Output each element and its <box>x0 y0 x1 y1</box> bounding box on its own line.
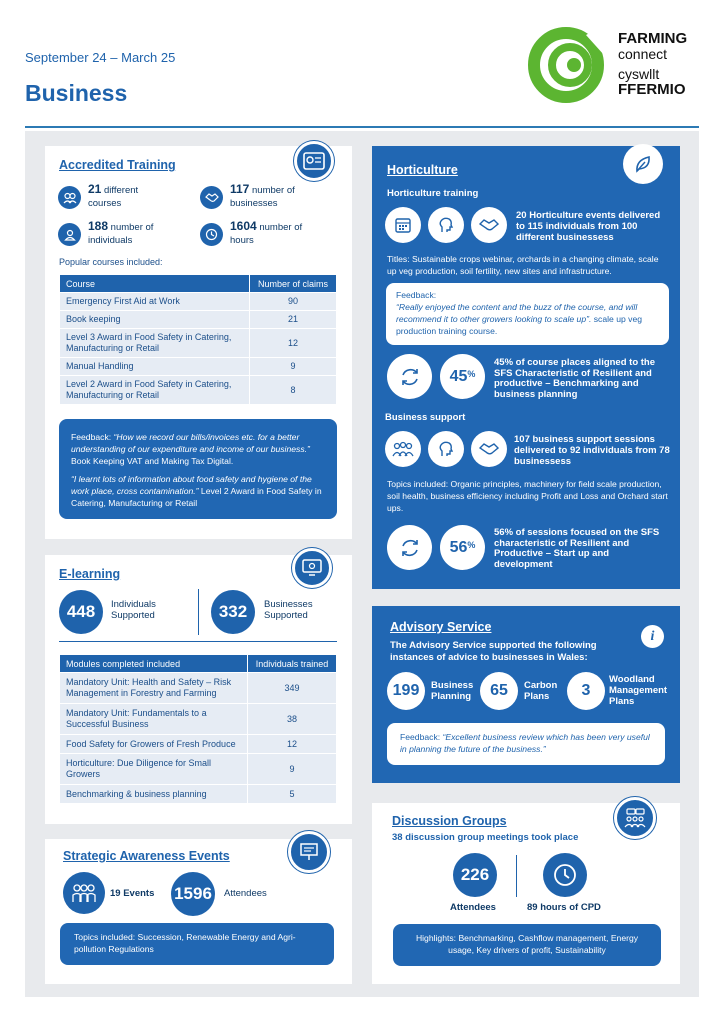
handshake-icon <box>471 431 507 467</box>
calendar-icon <box>385 207 421 243</box>
businesses-label <box>264 599 313 621</box>
stat-value: 21 <box>88 182 102 196</box>
woodland-plans-count: 3 <box>567 672 605 710</box>
individuals-label <box>111 599 156 621</box>
stat-label: individuals <box>88 235 133 246</box>
horticulture-feedback-box <box>386 283 669 345</box>
feedback-quote: “How we record our bills/invoices etc. for a better understanding of our expenditure and income of our business.” <box>71 432 310 454</box>
table-cell: 349 <box>248 673 337 704</box>
titles-label: Titles: <box>387 254 412 264</box>
feedback-quote: “Excellent business review which has been very useful in planning the future of the business.” <box>400 732 650 754</box>
table-cell: Food Safety for Growers of Fresh Produce <box>60 735 248 754</box>
advisory-intro: The Advisory Service supported the following instances of advice to businesses in Wales: <box>390 640 597 663</box>
table-row <box>60 376 337 405</box>
table-cell: 12 <box>250 329 337 358</box>
events-summary: 20 Horticulture events delivered to 115 individuals from 100 different businessess <box>516 210 661 243</box>
head-icon <box>428 431 464 467</box>
table-row <box>60 329 337 358</box>
stat-value: 188 <box>88 219 109 233</box>
table-cell: 8 <box>250 376 337 405</box>
section-title: Discussion Groups <box>392 814 507 828</box>
header-date-range: September 24 – March 25 <box>25 50 176 65</box>
stat-value: 117 <box>230 182 250 196</box>
stat-courses <box>58 183 198 213</box>
stat-divider <box>198 589 199 635</box>
table-row <box>60 704 337 735</box>
titles-list: Sustainable crops webinar, orchards in a changing climate, scale up veg production, soil fertility, new sites and infrastructure. <box>387 254 659 276</box>
feedback-quote: “I learnt lots of information about food safety and hygiene of the work place, cross contamination.” <box>71 474 312 496</box>
table-header: Individuals trained <box>248 655 337 673</box>
strategic-events-card <box>45 839 352 984</box>
clock-icon <box>543 853 587 897</box>
topics-text: Succession, Renewable Energy and Agri-pollution Regulations <box>74 932 296 954</box>
stat-label: Individuals <box>111 599 156 610</box>
business-planning-label <box>431 680 473 702</box>
divider <box>59 641 337 642</box>
table-cell: Level 2 Award in Food Safety in Catering, Manufacturing or Retail <box>60 376 250 405</box>
table-cell: Horticulture: Due Diligence for Small Growers <box>60 754 248 785</box>
item-label: Management <box>609 685 668 696</box>
section-title: Advisory Service <box>390 620 492 634</box>
stat-label: number of <box>256 222 303 233</box>
section-title: E-learning <box>59 567 121 581</box>
table-cell: Manual Handling <box>60 358 250 376</box>
item-label: Plans <box>609 696 635 707</box>
people-icon <box>58 186 81 209</box>
stat-label: different <box>101 185 139 196</box>
stat-label: number of <box>249 185 295 196</box>
item-label: Plans <box>524 691 550 702</box>
head-icon <box>428 207 464 243</box>
item-label: Woodland <box>609 674 655 685</box>
feedback-source: Book Keeping VAT and Making Tax Digital. <box>71 456 234 466</box>
carbon-plans-count: 65 <box>480 672 518 710</box>
percent-sign: % <box>467 368 476 379</box>
courses-table <box>59 274 337 405</box>
percent-45 <box>440 354 485 399</box>
percent-56-text: 56% of sessions focused on the SFS characteristic of Resilient and Productive – Start up and development <box>494 527 660 570</box>
carbon-plans-label <box>524 680 557 702</box>
table-cell: 90 <box>250 293 337 311</box>
table-cell: 38 <box>248 704 337 735</box>
attendees-label: Attendees <box>450 902 496 913</box>
table-row <box>60 358 337 376</box>
handshake-icon <box>200 186 223 209</box>
feedback-label: Feedback: <box>71 432 114 442</box>
horticulture-card <box>372 146 680 589</box>
presentation-icon <box>288 831 330 873</box>
table-row <box>60 785 337 804</box>
feedback-label: Feedback: <box>400 732 443 742</box>
support-summary: 107 business support sessions delivered to 92 individuals from 78 businessess <box>514 434 670 467</box>
header-divider <box>25 126 699 128</box>
computer-icon <box>292 548 332 588</box>
modules-table <box>59 654 337 804</box>
highlights-box: Highlights: Benchmarking, Cashflow management, Energy usage, Key drivers of profit, Sustainability <box>393 924 661 966</box>
feedback-source: Level 2 Award in Food Safety in Catering, Manufacturing or Retail <box>71 486 322 508</box>
business-support-label: Business support <box>385 412 466 423</box>
titles-text <box>387 253 669 277</box>
percent-value: 45 <box>449 367 468 385</box>
table-cell: Level 3 Award in Food Safety in Catering, Manufacturing or Retail <box>60 329 250 358</box>
elearning-card <box>45 555 352 824</box>
table-cell: 9 <box>250 358 337 376</box>
item-label: Business <box>431 680 474 691</box>
attendees-count: 1596 <box>171 872 215 916</box>
feedback-quote: “Really enjoyed the content and the buzz of the course, and will recommend it to other growers looking to scale up”. <box>396 302 638 324</box>
stat-label: hours <box>230 235 254 246</box>
leaf-icon <box>623 144 663 184</box>
meetings-summary: 38 discussion group meetings took place <box>392 832 579 843</box>
topics-box <box>60 923 334 965</box>
table-row <box>60 754 337 785</box>
woodland-plans-label <box>609 674 667 707</box>
info-icon: i <box>641 625 664 648</box>
item-label: Carbon <box>524 680 558 691</box>
table-header: Course <box>60 275 250 293</box>
logo-line2: connect <box>618 46 668 62</box>
handshake-icon <box>471 207 507 243</box>
discussion-groups-card <box>372 803 680 984</box>
group-chat-icon <box>614 797 656 839</box>
advisory-feedback-box <box>387 723 665 765</box>
percent-45-text: 45% of course places aligned to the SFS Characteristic of Resilient and productive – Benchmarking and business planning <box>494 357 656 400</box>
stat-label: number of <box>108 222 154 233</box>
stat-value: 1604 <box>230 219 257 233</box>
stat-businesses <box>200 183 340 213</box>
stat-individuals <box>58 220 198 250</box>
table-cell: Benchmarking & business planning <box>60 785 248 804</box>
percent-sign: % <box>467 539 476 550</box>
logo-line3: cyswllt <box>618 66 660 82</box>
attendees-label: Attendees <box>224 888 267 899</box>
section-title: Strategic Awareness Events <box>63 849 230 863</box>
feedback-source: scale up veg production training course. <box>396 314 643 336</box>
stat-label: Supported <box>264 610 308 621</box>
item-label: Planning <box>431 691 472 702</box>
attendees-count: 226 <box>453 853 497 897</box>
advisory-service-card <box>372 606 680 783</box>
table-cell: 12 <box>248 735 337 754</box>
accredited-training-card <box>45 146 352 539</box>
topics-label: Topics included: <box>74 932 138 942</box>
stat-label: businesses <box>230 198 278 209</box>
logo-line4: FFERMIO <box>618 81 686 98</box>
business-planning-count: 199 <box>387 672 425 710</box>
training-label: Horticulture training <box>387 188 479 199</box>
percent-56 <box>440 525 485 570</box>
cycle-icon <box>387 525 432 570</box>
table-row <box>60 673 337 704</box>
feedback-label: Feedback: <box>396 290 437 300</box>
stat-divider <box>516 855 517 897</box>
popular-courses-label: Popular courses included: <box>59 257 163 267</box>
section-title: Horticulture <box>387 163 458 177</box>
table-cell: 9 <box>248 754 337 785</box>
cycle-icon <box>387 354 432 399</box>
stat-label: Businesses <box>264 599 313 610</box>
table-row <box>60 311 337 329</box>
logo-swirl-icon <box>526 25 606 105</box>
page-title: Business <box>25 80 128 106</box>
table-header: Number of claims <box>250 275 337 293</box>
table-cell: Mandatory Unit: Health and Safety – Risk Management in Forestry and Farming <box>60 673 248 704</box>
table-row <box>60 293 337 311</box>
section-title: Accredited Training <box>59 158 176 172</box>
table-cell: 21 <box>250 311 337 329</box>
businesses-count: 332 <box>211 590 255 634</box>
group-icon <box>385 431 421 467</box>
audience-icon <box>63 872 105 914</box>
accredited-feedback-box <box>59 419 337 519</box>
table-cell: Emergency First Aid at Work <box>60 293 250 311</box>
farming-connect-logo <box>526 25 706 105</box>
support-topics <box>387 478 669 514</box>
table-cell: Book keeping <box>60 311 250 329</box>
individuals-count: 448 <box>59 590 103 634</box>
table-header: Modules completed included <box>60 655 248 673</box>
events-count: 19 Events <box>110 888 155 899</box>
logo-line1: FARMING <box>618 30 688 47</box>
stat-hours <box>200 220 340 250</box>
stat-label: Supported <box>111 610 155 621</box>
percent-value: 56 <box>449 538 468 556</box>
certificate-icon <box>294 141 334 181</box>
cpd-label: 89 hours of CPD <box>527 902 601 913</box>
table-cell: 5 <box>248 785 337 804</box>
topics-list: Organic principles, machinery for field scale production, soil health, business efficiency including Profit and Loss and Orchard start ups. <box>387 479 668 513</box>
table-cell: Mandatory Unit: Fundamentals to a Successful Business <box>60 704 248 735</box>
topics-label: Topics included: <box>387 479 451 489</box>
clock-icon <box>200 223 223 246</box>
table-row <box>60 735 337 754</box>
stat-label: courses <box>88 198 122 209</box>
person-icon <box>58 223 81 246</box>
